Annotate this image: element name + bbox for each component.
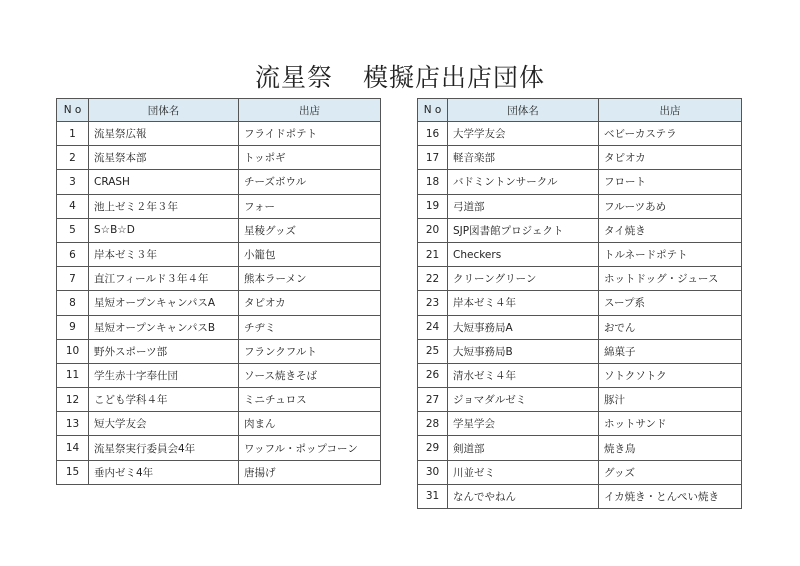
table-row bbox=[57, 388, 381, 412]
group-name-cell: SJP図書館プロジェクト bbox=[448, 218, 599, 242]
table-row bbox=[57, 267, 381, 291]
table-row bbox=[57, 146, 381, 170]
shop-cell: フランクフルト bbox=[239, 339, 381, 363]
no-cell: 15 bbox=[57, 460, 89, 484]
group-name-cell: 岸本ゼミ４年 bbox=[448, 291, 599, 315]
group-name-cell: 星短オープンキャンパスB bbox=[89, 315, 239, 339]
shop-cell: ホットドッグ・ジュース bbox=[599, 267, 742, 291]
no-cell: 4 bbox=[57, 194, 89, 218]
table-row bbox=[418, 315, 742, 339]
group-name-cell: 流星祭広報 bbox=[89, 122, 239, 146]
header-shop: 出店 bbox=[239, 99, 381, 122]
no-cell: 8 bbox=[57, 291, 89, 315]
no-cell: 31 bbox=[418, 484, 448, 508]
group-name-cell: なんでやねん bbox=[448, 484, 599, 508]
shop-cell: ソース焼きそば bbox=[239, 363, 381, 387]
group-name-cell: 清水ゼミ４年 bbox=[448, 363, 599, 387]
shop-cell: タイ焼き bbox=[599, 218, 742, 242]
table-row bbox=[418, 218, 742, 242]
table-row bbox=[57, 436, 381, 460]
table-row bbox=[57, 315, 381, 339]
table-row bbox=[418, 170, 742, 194]
group-name-cell: バドミントンサークル bbox=[448, 170, 599, 194]
table-row bbox=[418, 242, 742, 266]
group-name-cell: ジョマダルゼミ bbox=[448, 388, 599, 412]
shop-cell: ワッフル・ポップコーン bbox=[239, 436, 381, 460]
group-name-cell: 池上ゼミ２年３年 bbox=[89, 194, 239, 218]
left-table bbox=[56, 98, 381, 485]
shop-cell: タピオカ bbox=[239, 291, 381, 315]
shop-cell: フロート bbox=[599, 170, 742, 194]
shop-cell: 星稜グッズ bbox=[239, 218, 381, 242]
table-row bbox=[418, 291, 742, 315]
table-row bbox=[418, 194, 742, 218]
group-name-cell: CRASH bbox=[89, 170, 239, 194]
shop-cell: 豚汁 bbox=[599, 388, 742, 412]
shop-cell: 小籠包 bbox=[239, 242, 381, 266]
shop-cell: ミニチュロス bbox=[239, 388, 381, 412]
shop-cell: ベビーカステラ bbox=[599, 122, 742, 146]
shop-cell: トルネードポテト bbox=[599, 242, 742, 266]
no-cell: 1 bbox=[57, 122, 89, 146]
table-row bbox=[57, 339, 381, 363]
group-name-cell: 垂内ゼミ4年 bbox=[89, 460, 239, 484]
header-row bbox=[418, 99, 742, 122]
table-row bbox=[57, 363, 381, 387]
header-shop: 出店 bbox=[599, 99, 742, 122]
shop-cell: フライドポテト bbox=[239, 122, 381, 146]
no-cell: 21 bbox=[418, 242, 448, 266]
no-cell: 9 bbox=[57, 315, 89, 339]
no-cell: 17 bbox=[418, 146, 448, 170]
no-cell: 16 bbox=[418, 122, 448, 146]
table-row bbox=[418, 460, 742, 484]
group-name-cell: 流星祭本部 bbox=[89, 146, 239, 170]
group-name-cell: 剣道部 bbox=[448, 436, 599, 460]
no-cell: 13 bbox=[57, 412, 89, 436]
group-name-cell: 学生赤十字奉仕団 bbox=[89, 363, 239, 387]
no-cell: 7 bbox=[57, 267, 89, 291]
group-name-cell: 川並ゼミ bbox=[448, 460, 599, 484]
group-name-cell: 大短事務局A bbox=[448, 315, 599, 339]
group-name-cell: 短大学友会 bbox=[89, 412, 239, 436]
header-no: N o bbox=[418, 99, 448, 122]
no-cell: 28 bbox=[418, 412, 448, 436]
no-cell: 6 bbox=[57, 242, 89, 266]
group-name-cell: 大学学友会 bbox=[448, 122, 599, 146]
no-cell: 29 bbox=[418, 436, 448, 460]
no-cell: 5 bbox=[57, 218, 89, 242]
no-cell: 20 bbox=[418, 218, 448, 242]
table-row bbox=[418, 267, 742, 291]
shop-cell: トッポギ bbox=[239, 146, 381, 170]
table-row bbox=[418, 146, 742, 170]
table-row bbox=[57, 412, 381, 436]
group-name-cell: 岸本ゼミ３年 bbox=[89, 242, 239, 266]
group-name-cell: こども学科４年 bbox=[89, 388, 239, 412]
table-row bbox=[57, 122, 381, 146]
table-row bbox=[418, 339, 742, 363]
header-group: 団体名 bbox=[448, 99, 599, 122]
no-cell: 10 bbox=[57, 339, 89, 363]
group-name-cell: Checkers bbox=[448, 242, 599, 266]
table-row bbox=[57, 242, 381, 266]
right-table bbox=[417, 98, 742, 509]
shop-cell: 唐揚げ bbox=[239, 460, 381, 484]
no-cell: 25 bbox=[418, 339, 448, 363]
shop-cell: ソトクソトク bbox=[599, 363, 742, 387]
group-name-cell: S☆B☆D bbox=[89, 218, 239, 242]
shop-cell: 熊本ラーメン bbox=[239, 267, 381, 291]
no-cell: 24 bbox=[418, 315, 448, 339]
table-row bbox=[57, 218, 381, 242]
group-name-cell: 流星祭実行委員会4年 bbox=[89, 436, 239, 460]
page-title bbox=[0, 58, 800, 94]
table-row bbox=[418, 436, 742, 460]
shop-cell: チヂミ bbox=[239, 315, 381, 339]
table-row bbox=[418, 363, 742, 387]
shop-cell: おでん bbox=[599, 315, 742, 339]
group-name-cell: 野外スポーツ部 bbox=[89, 339, 239, 363]
no-cell: 23 bbox=[418, 291, 448, 315]
group-name-cell: 星短オープンキャンパスA bbox=[89, 291, 239, 315]
no-cell: 14 bbox=[57, 436, 89, 460]
no-cell: 22 bbox=[418, 267, 448, 291]
group-name-cell: 軽音楽部 bbox=[448, 146, 599, 170]
shop-cell: フルーツあめ bbox=[599, 194, 742, 218]
group-name-cell: 直江フィールド３年４年 bbox=[89, 267, 239, 291]
table-row bbox=[418, 412, 742, 436]
shop-cell: 綿菓子 bbox=[599, 339, 742, 363]
no-cell: 11 bbox=[57, 363, 89, 387]
no-cell: 3 bbox=[57, 170, 89, 194]
shop-cell: タピオカ bbox=[599, 146, 742, 170]
shop-cell: スープ系 bbox=[599, 291, 742, 315]
no-cell: 30 bbox=[418, 460, 448, 484]
shop-cell: フォー bbox=[239, 194, 381, 218]
no-cell: 19 bbox=[418, 194, 448, 218]
no-cell: 2 bbox=[57, 146, 89, 170]
no-cell: 27 bbox=[418, 388, 448, 412]
header-group: 団体名 bbox=[89, 99, 239, 122]
shop-cell: 焼き鳥 bbox=[599, 436, 742, 460]
table-row bbox=[57, 460, 381, 484]
title-subtitle: 模擬店出店団体 bbox=[363, 63, 546, 92]
table-row bbox=[57, 194, 381, 218]
header-row bbox=[57, 99, 381, 122]
table-row bbox=[418, 122, 742, 146]
shop-cell: グッズ bbox=[599, 460, 742, 484]
table-row bbox=[418, 484, 742, 508]
header-no: N o bbox=[57, 99, 89, 122]
table-row bbox=[57, 291, 381, 315]
no-cell: 12 bbox=[57, 388, 89, 412]
shop-cell: 肉まん bbox=[239, 412, 381, 436]
no-cell: 26 bbox=[418, 363, 448, 387]
shop-cell: ホットサンド bbox=[599, 412, 742, 436]
no-cell: 18 bbox=[418, 170, 448, 194]
shop-cell: チーズボウル bbox=[239, 170, 381, 194]
table-row bbox=[418, 388, 742, 412]
table-row bbox=[57, 170, 381, 194]
shop-cell: イカ焼き・とんぺい焼き bbox=[599, 484, 742, 508]
group-name-cell: クリーングリーン bbox=[448, 267, 599, 291]
group-name-cell: 学星学会 bbox=[448, 412, 599, 436]
group-name-cell: 大短事務局B bbox=[448, 339, 599, 363]
title-festival: 流星祭 bbox=[254, 63, 333, 92]
group-name-cell: 弓道部 bbox=[448, 194, 599, 218]
